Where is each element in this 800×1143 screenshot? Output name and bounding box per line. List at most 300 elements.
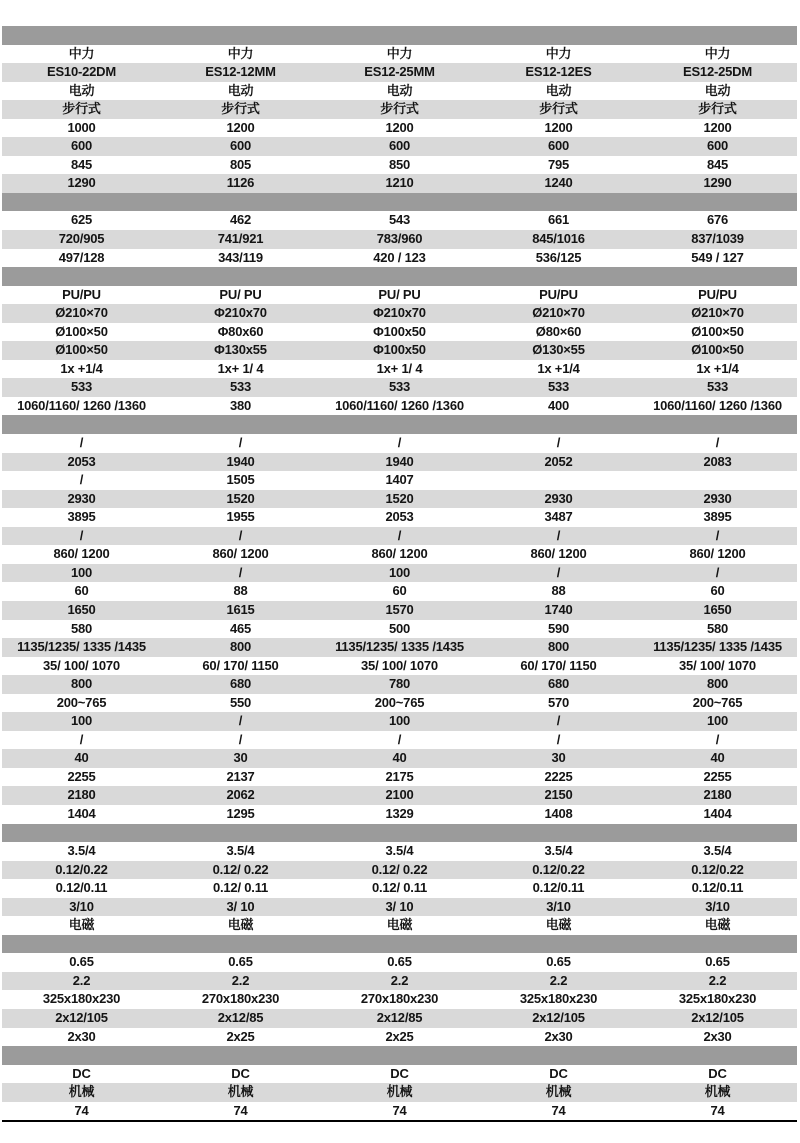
- table-cell: 2x12/105: [532, 1009, 585, 1025]
- table-row: [2, 360, 797, 379]
- table-cell: 600: [229, 138, 252, 154]
- table-cell: 100: [70, 713, 93, 729]
- table-cell: 步行式: [539, 101, 578, 117]
- table-cell: 电磁: [68, 917, 95, 933]
- table-cell: 2.2: [390, 972, 409, 988]
- table-cell: 40: [74, 750, 89, 766]
- table-cell: 1200: [226, 119, 255, 135]
- table-row: [2, 990, 797, 1009]
- table-cell: 2175: [385, 768, 414, 784]
- table-cell: DC: [72, 1065, 91, 1081]
- table-cell: 270x180x230: [201, 991, 280, 1007]
- table-cell: 0.12/ 0.11: [212, 880, 269, 896]
- table-row: [2, 434, 797, 453]
- table-cell: 2x12/85: [376, 1009, 423, 1025]
- table-cell: 550: [229, 694, 252, 710]
- table-row: [2, 972, 797, 991]
- table-cell: 3/10: [546, 898, 571, 914]
- table-cell: 100: [388, 713, 411, 729]
- table-cell: Ø100×50: [55, 342, 108, 358]
- table-cell: 1650: [67, 601, 96, 617]
- table-cell: 860/ 1200: [530, 546, 587, 562]
- table-cell: 1650: [703, 601, 732, 617]
- table-cell: 中力: [68, 45, 95, 61]
- table-cell: DC: [708, 1065, 727, 1081]
- table-cell: 机械: [68, 1084, 95, 1100]
- table-row: [2, 174, 797, 193]
- table-cell: 837/1039: [691, 231, 744, 247]
- table-cell: 1x +1/4: [60, 360, 103, 376]
- table-cell: 720/905: [58, 231, 105, 247]
- section-separator-bar: [2, 26, 797, 45]
- table-cell: 2255: [703, 768, 732, 784]
- table-cell: 533: [388, 379, 411, 395]
- table-cell: 1295: [226, 805, 255, 821]
- table-cell: ES12-25MM: [364, 64, 435, 80]
- table-cell: 2.2: [231, 972, 250, 988]
- table-cell: /: [79, 472, 84, 488]
- table-cell: 机械: [704, 1084, 731, 1100]
- table-row: [2, 1102, 797, 1121]
- table-cell: 74: [551, 1102, 566, 1118]
- table-cell: 30: [233, 750, 248, 766]
- table-row: [2, 731, 797, 750]
- table-cell: 2x30: [544, 1028, 573, 1044]
- table-cell: 60/ 170/ 1150: [202, 657, 279, 673]
- table-cell: 1x+ 1/ 4: [376, 360, 423, 376]
- table-cell: 325x180x230: [42, 991, 121, 1007]
- table-cell: 3/10: [705, 898, 730, 914]
- table-row: [2, 341, 797, 360]
- table-cell: 3.5/4: [226, 843, 255, 859]
- table-cell: 845: [70, 156, 93, 172]
- table-cell: 3/ 10: [226, 898, 255, 914]
- table-row: [2, 657, 797, 676]
- table-cell: Φ130x55: [214, 342, 267, 358]
- table-cell: 电动: [386, 82, 413, 98]
- table-cell: 497/128: [58, 249, 105, 265]
- table-cell: 0.65: [546, 954, 571, 970]
- table-cell: 100: [706, 713, 729, 729]
- table-cell: 0.12/0.22: [55, 861, 108, 877]
- table-cell: 2062: [226, 787, 255, 803]
- table-row: [2, 805, 797, 824]
- table-cell: 3.5/4: [385, 843, 414, 859]
- table-row: [2, 490, 797, 509]
- table-cell: 2x12/85: [217, 1009, 264, 1025]
- table-cell: /: [715, 435, 720, 451]
- table-cell: ES12-12ES: [525, 64, 592, 80]
- section-separator-bar: [2, 1046, 797, 1065]
- table-cell: 1404: [67, 805, 96, 821]
- table-cell: 60: [392, 583, 407, 599]
- table-row: [2, 1083, 797, 1102]
- table-cell: 0.65: [387, 954, 412, 970]
- table-bottom-border: [2, 1120, 797, 1122]
- table-row: [2, 63, 797, 82]
- table-cell: 1135/1235/ 1335 /1435: [653, 639, 782, 655]
- table-cell: 1615: [226, 601, 255, 617]
- table-cell: 电磁: [227, 917, 254, 933]
- table-cell: 3.5/4: [703, 843, 732, 859]
- table-cell: 2.2: [708, 972, 727, 988]
- section-separator-bar: [2, 193, 797, 212]
- table-row: [2, 249, 797, 268]
- table-cell: 88: [551, 583, 566, 599]
- table-row: [2, 638, 797, 657]
- table-cell: 1200: [544, 119, 573, 135]
- table-cell: 0.12/ 0.22: [371, 861, 428, 877]
- table-cell: /: [79, 435, 84, 451]
- table-cell: 860/ 1200: [371, 546, 428, 562]
- table-cell: 1200: [703, 119, 732, 135]
- table-cell: 1135/1235/ 1335 /1435: [17, 639, 146, 655]
- table-cell: 0.65: [705, 954, 730, 970]
- table-cell: Φ210x70: [214, 305, 267, 321]
- table-cell: 543: [388, 212, 411, 228]
- table-cell: 741/921: [217, 231, 264, 247]
- table-cell: 533: [70, 379, 93, 395]
- table-cell: 1520: [385, 490, 414, 506]
- table-cell: /: [556, 731, 561, 747]
- table-cell: 电动: [68, 82, 95, 98]
- table-row: [2, 620, 797, 639]
- table-cell: 800: [229, 639, 252, 655]
- table-cell: 800: [547, 639, 570, 655]
- table-cell: Φ210x70: [373, 305, 426, 321]
- table-cell: 74: [392, 1102, 407, 1118]
- table-cell: 1940: [226, 453, 255, 469]
- table-row: [2, 694, 797, 713]
- table-row: [2, 453, 797, 472]
- table-cell: 1408: [544, 805, 573, 821]
- table-row: [2, 378, 797, 397]
- table-cell: 600: [547, 138, 570, 154]
- table-cell: 2930: [703, 490, 732, 506]
- table-cell: 2255: [67, 768, 96, 784]
- table-cell: 1210: [385, 175, 414, 191]
- table-cell: 600: [70, 138, 93, 154]
- table-cell: Ø210×70: [691, 305, 744, 321]
- table-cell: 325x180x230: [678, 991, 757, 1007]
- table-cell: 661: [547, 212, 570, 228]
- table-cell: 步行式: [221, 101, 260, 117]
- table-cell: PU/PU: [698, 286, 737, 302]
- table-cell: 机械: [386, 1084, 413, 1100]
- table-cell: 0.65: [228, 954, 253, 970]
- table-cell: 2225: [544, 768, 573, 784]
- table-cell: PU/PU: [539, 286, 578, 302]
- table-cell: 200~765: [374, 694, 425, 710]
- table-cell: 676: [706, 212, 729, 228]
- table-cell: 3487: [544, 509, 573, 525]
- table-row: [2, 582, 797, 601]
- table-row: [2, 1009, 797, 1028]
- table-cell: /: [238, 713, 243, 729]
- table-cell: 机械: [545, 1084, 572, 1100]
- table-row: [2, 286, 797, 305]
- table-cell: 电磁: [386, 917, 413, 933]
- table-cell: 462: [229, 212, 252, 228]
- table-cell: Φ100x50: [373, 323, 426, 339]
- table-cell: 800: [70, 676, 93, 692]
- table-cell: 380: [229, 397, 252, 413]
- table-cell: PU/ PU: [219, 286, 262, 302]
- table-cell: 74: [710, 1102, 725, 1118]
- table-row: [2, 712, 797, 731]
- table-cell: 3/ 10: [385, 898, 414, 914]
- table-cell: 35/ 100/ 1070: [361, 657, 438, 673]
- table-cell: 549 / 127: [691, 249, 744, 265]
- table-cell: 2053: [67, 453, 96, 469]
- table-row: [2, 916, 797, 935]
- table-cell: 580: [70, 620, 93, 636]
- table-cell: 2x25: [226, 1028, 255, 1044]
- table-cell: 2053: [385, 509, 414, 525]
- table-cell: Φ100x50: [373, 342, 426, 358]
- table-cell: Ø100×50: [691, 323, 744, 339]
- table-cell: /: [715, 564, 720, 580]
- table-cell: 0.12/ 0.11: [371, 880, 428, 896]
- table-cell: 2150: [544, 787, 573, 803]
- table-cell: /: [238, 527, 243, 543]
- table-cell: 1290: [703, 175, 732, 191]
- table-cell: 200~765: [692, 694, 743, 710]
- section-separator-bar: [2, 267, 797, 286]
- table-cell: 533: [229, 379, 252, 395]
- table-cell: 1x+ 1/ 4: [217, 360, 264, 376]
- table-cell: 1000: [67, 119, 96, 135]
- table-cell: 533: [706, 379, 729, 395]
- table-cell: ES12-25DM: [682, 64, 752, 80]
- table-cell: 1126: [226, 175, 255, 191]
- table-cell: 580: [706, 620, 729, 636]
- table-cell: 500: [388, 620, 411, 636]
- table-cell: 60: [74, 583, 89, 599]
- table-cell: 1200: [385, 119, 414, 135]
- table-cell: 电动: [704, 82, 731, 98]
- table-cell: 533: [547, 379, 570, 395]
- table-cell: 中力: [545, 45, 572, 61]
- table-cell: Ø100×50: [55, 323, 108, 339]
- table-row: [2, 564, 797, 583]
- table-cell: 3895: [703, 509, 732, 525]
- table-row: [2, 100, 797, 119]
- table-cell: 2930: [67, 490, 96, 506]
- table-cell: 1570: [385, 601, 414, 617]
- table-row: [2, 304, 797, 323]
- table-row: [2, 898, 797, 917]
- table-cell: 270x180x230: [360, 991, 439, 1007]
- table-cell: Ø80×60: [535, 323, 582, 339]
- table-cell: 100: [388, 564, 411, 580]
- table-cell: 0.12/0.11: [691, 880, 744, 896]
- table-cell: DC: [231, 1065, 250, 1081]
- table-row: [2, 749, 797, 768]
- table-cell: DC: [390, 1065, 409, 1081]
- table-cell: DC: [549, 1065, 568, 1081]
- table-cell: 1520: [226, 490, 255, 506]
- table-cell: 400: [547, 397, 570, 413]
- table-cell: 100: [70, 564, 93, 580]
- table-cell: 2.2: [549, 972, 568, 988]
- table-cell: 2930: [544, 490, 573, 506]
- table-cell: 1940: [385, 453, 414, 469]
- table-cell: 2137: [226, 768, 255, 784]
- table-cell: 680: [547, 676, 570, 692]
- section-separator-bar: [2, 415, 797, 434]
- table-row: [2, 508, 797, 527]
- table-cell: 0.12/0.22: [691, 861, 744, 877]
- table-cell: 420 / 123: [373, 249, 426, 265]
- table-cell: 35/ 100/ 1070: [679, 657, 756, 673]
- table-row: [2, 1028, 797, 1047]
- table-row: [2, 397, 797, 416]
- table-cell: 845: [706, 156, 729, 172]
- table-cell: 1740: [544, 601, 573, 617]
- table-cell: 40: [710, 750, 725, 766]
- table-cell: 0.12/ 0.22: [212, 861, 269, 877]
- table-cell: /: [556, 713, 561, 729]
- table-cell: Ø210×70: [55, 305, 108, 321]
- table-cell: 60: [710, 583, 725, 599]
- table-cell: 60/ 170/ 1150: [520, 657, 597, 673]
- table-cell: /: [397, 731, 402, 747]
- table-cell: 1x +1/4: [696, 360, 739, 376]
- table-cell: 2.2: [72, 972, 91, 988]
- table-row: [2, 156, 797, 175]
- table-cell: 2x30: [703, 1028, 732, 1044]
- table-cell: 2100: [385, 787, 414, 803]
- table-cell: 74: [74, 1102, 89, 1118]
- table-row: [2, 323, 797, 342]
- table-row: [2, 842, 797, 861]
- table-cell: 2052: [544, 453, 573, 469]
- table-cell: 2x12/105: [691, 1009, 744, 1025]
- table-cell: 1955: [226, 509, 255, 525]
- table-row: [2, 137, 797, 156]
- table-row: [2, 82, 797, 101]
- table-cell: 74: [233, 1102, 248, 1118]
- table-cell: 机械: [227, 1084, 254, 1100]
- table-cell: 850: [388, 156, 411, 172]
- table-row: [2, 471, 797, 490]
- table-cell: 2083: [703, 453, 732, 469]
- table-cell: Ø210×70: [532, 305, 585, 321]
- table-cell: 860/ 1200: [689, 546, 746, 562]
- table-row: [2, 545, 797, 564]
- table-cell: 780: [388, 676, 411, 692]
- table-cell: 2x25: [385, 1028, 414, 1044]
- table-cell: 800: [706, 676, 729, 692]
- table-cell: 3.5/4: [67, 843, 96, 859]
- table-cell: 1060/1160/ 1260 /1360: [17, 397, 146, 413]
- table-cell: 0.12/0.22: [532, 861, 585, 877]
- table-cell: 680: [229, 676, 252, 692]
- table-cell: /: [556, 564, 561, 580]
- table-cell: /: [79, 731, 84, 747]
- table-row: [2, 601, 797, 620]
- table-cell: /: [556, 527, 561, 543]
- section-separator-bar: [2, 824, 797, 843]
- table-cell: 0.12/0.11: [532, 880, 585, 896]
- table-cell: 中力: [704, 45, 731, 61]
- table-row: [2, 45, 797, 64]
- table-cell: 536/125: [535, 249, 582, 265]
- table-cell: 783/960: [376, 231, 423, 247]
- table-cell: 1135/1235/ 1335 /1435: [335, 639, 464, 655]
- table-cell: 1290: [67, 175, 96, 191]
- table-cell: 570: [547, 694, 570, 710]
- table-cell: Ø130×55: [532, 342, 585, 358]
- table-cell: 845/1016: [532, 231, 585, 247]
- table-cell: /: [715, 731, 720, 747]
- table-row: [2, 786, 797, 805]
- table-row: [2, 953, 797, 972]
- table-cell: 35/ 100/ 1070: [43, 657, 120, 673]
- table-cell: /: [238, 564, 243, 580]
- table-cell: 40: [392, 750, 407, 766]
- table-cell: 2180: [703, 787, 732, 803]
- table-cell: 3895: [67, 509, 96, 525]
- table-cell: 电动: [227, 82, 254, 98]
- table-cell: 中力: [386, 45, 413, 61]
- table-cell: 电磁: [545, 917, 572, 933]
- table-cell: 343/119: [218, 249, 263, 265]
- table-cell: 590: [547, 620, 570, 636]
- table-row: [2, 211, 797, 230]
- table-cell: 2x12/105: [55, 1009, 108, 1025]
- table-cell: 625: [70, 212, 93, 228]
- table-cell: Φ80x60: [217, 323, 264, 339]
- table-cell: /: [238, 731, 243, 747]
- table-row: [2, 230, 797, 249]
- table-cell: 电动: [545, 82, 572, 98]
- table-cell: PU/ PU: [378, 286, 421, 302]
- table-cell: ES12-12MM: [205, 64, 276, 80]
- table-row: [2, 675, 797, 694]
- table-cell: 1404: [703, 805, 732, 821]
- table-cell: 2180: [67, 787, 96, 803]
- table-cell: 795: [547, 156, 570, 172]
- table-row: [2, 527, 797, 546]
- table-cell: /: [79, 527, 84, 543]
- table-cell: 465: [229, 620, 252, 636]
- table-cell: 电磁: [704, 917, 731, 933]
- table-row: [2, 879, 797, 898]
- table-cell: 1060/1160/ 1260 /1360: [335, 397, 464, 413]
- table-cell: /: [397, 435, 402, 451]
- table-cell: 1240: [544, 175, 573, 191]
- table-cell: ES10-22DM: [46, 64, 116, 80]
- table-cell: /: [238, 435, 243, 451]
- table-row: [2, 1065, 797, 1084]
- table-cell: 中力: [227, 45, 254, 61]
- table-cell: 860/ 1200: [212, 546, 269, 562]
- table-cell: 1x +1/4: [537, 360, 580, 376]
- table-cell: 步行式: [62, 101, 101, 117]
- table-cell: 600: [388, 138, 411, 154]
- table-cell: 步行式: [380, 101, 419, 117]
- table-cell: 860/ 1200: [53, 546, 110, 562]
- table-row: [2, 861, 797, 880]
- spec-table: [2, 26, 797, 1122]
- table-cell: 30: [551, 750, 566, 766]
- table-cell: Ø100×50: [691, 342, 744, 358]
- table-cell: /: [556, 435, 561, 451]
- section-separator-bar: [2, 935, 797, 954]
- table-cell: 1060/1160/ 1260 /1360: [653, 397, 782, 413]
